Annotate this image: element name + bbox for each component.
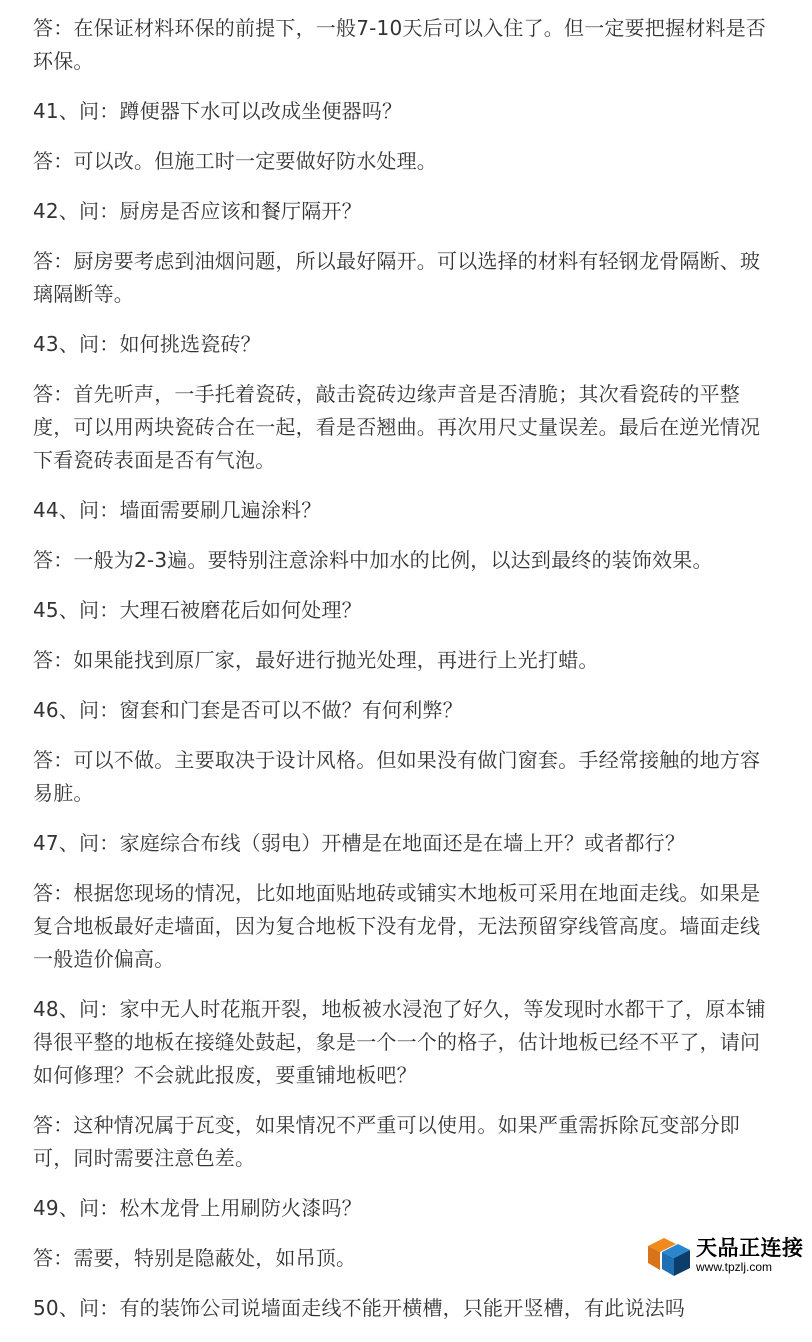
answer-paragraph: 答：一般为2-3遍。要特别注意涂料中加水的比例，以达到最终的装饰效果。 (33, 548, 713, 572)
answer-paragraph: 答：首先听声，一手托着瓷砖，敲击瓷砖边缘声音是否清脆；其次看瓷砖的平整度，可以用两块瓷砖合在一起，看是否翘曲。再次用尺丈量误差。最后在逆光情况下看瓷砖表面是否有气泡。 (33, 382, 761, 472)
question-paragraph: 43、问：如何挑选瓷砖？ (33, 332, 261, 356)
watermark-name: 天品正连接 (696, 1236, 804, 1260)
watermark-url: www.tpzlj.com (696, 1260, 773, 1274)
question-paragraph: 41、问：蹲便器下水可以改成坐便器吗？ (33, 99, 403, 123)
question-paragraph: 47、问：家庭综合布线（弱电）开槽是在地面还是在墙上开？或者都行？ (33, 831, 686, 855)
watermark-logo (646, 1231, 804, 1279)
question-paragraph: 42、问：厨房是否应该和餐厅隔开？ (33, 199, 362, 223)
question-paragraph: 49、问：松木龙骨上用刷防火漆吗？ (33, 1196, 362, 1220)
question-paragraph: 45、问：大理石被磨花后如何处理？ (33, 598, 362, 622)
answer-paragraph: 答：需要，特别是隐蔽处，如吊顶。 (33, 1246, 357, 1270)
question-paragraph: 50、问：有的装饰公司说墙面走线不能开横槽，只能开竖槽，有此说法吗 (33, 1296, 686, 1320)
answer-paragraph: 答：根据您现场的情况，比如地面贴地砖或铺实木地板可采用在地面走线。如果是复合地板最好走墙面，因为复合地板下没有龙骨，无法预留穿线管高度。墙面走线一般造价偏高。 (33, 881, 761, 971)
question-paragraph: 46、问：窗套和门套是否可以不做？有何利弊？ (33, 698, 463, 722)
answer-paragraph: 答：可以不做。主要取决于设计风格。但如果没有做门窗套。手经常接触的地方容易脏。 (33, 748, 761, 805)
answer-paragraph: 答：在保证材料环保的前提下，一般7-10天后可以入住了。但一定要把握材料是否环保。 (33, 16, 766, 73)
answer-paragraph: 答：如果能找到原厂家，最好进行抛光处理，再进行上光打蜡。 (33, 648, 599, 672)
faq-document (33, 12, 773, 1342)
cube-logo-icon (646, 1232, 692, 1278)
answer-paragraph: 答：厨房要考虑到油烟问题，所以最好隔开。可以选择的材料有轻钢龙骨隔断、玻璃隔断等。 (33, 249, 761, 306)
answer-paragraph: 答：这种情况属于瓦变，如果情况不严重可以使用。如果严重需拆除瓦变部分即可，同时需要注意色差。 (33, 1113, 740, 1170)
answer-paragraph: 答：可以改。但施工时一定要做好防水处理。 (33, 149, 437, 173)
question-paragraph: 48、问：家中无人时花瓶开裂，地板被水浸泡了好久，等发现时水都干了，原本铺得很平整的地板在接缝处鼓起，象是一个一个的格子，估计地板已经不平了，请问如何修理？不会就此报废，要重铺地板吧？ (33, 997, 766, 1087)
question-paragraph: 44、问：墙面需要刷几遍涂料？ (33, 498, 322, 522)
